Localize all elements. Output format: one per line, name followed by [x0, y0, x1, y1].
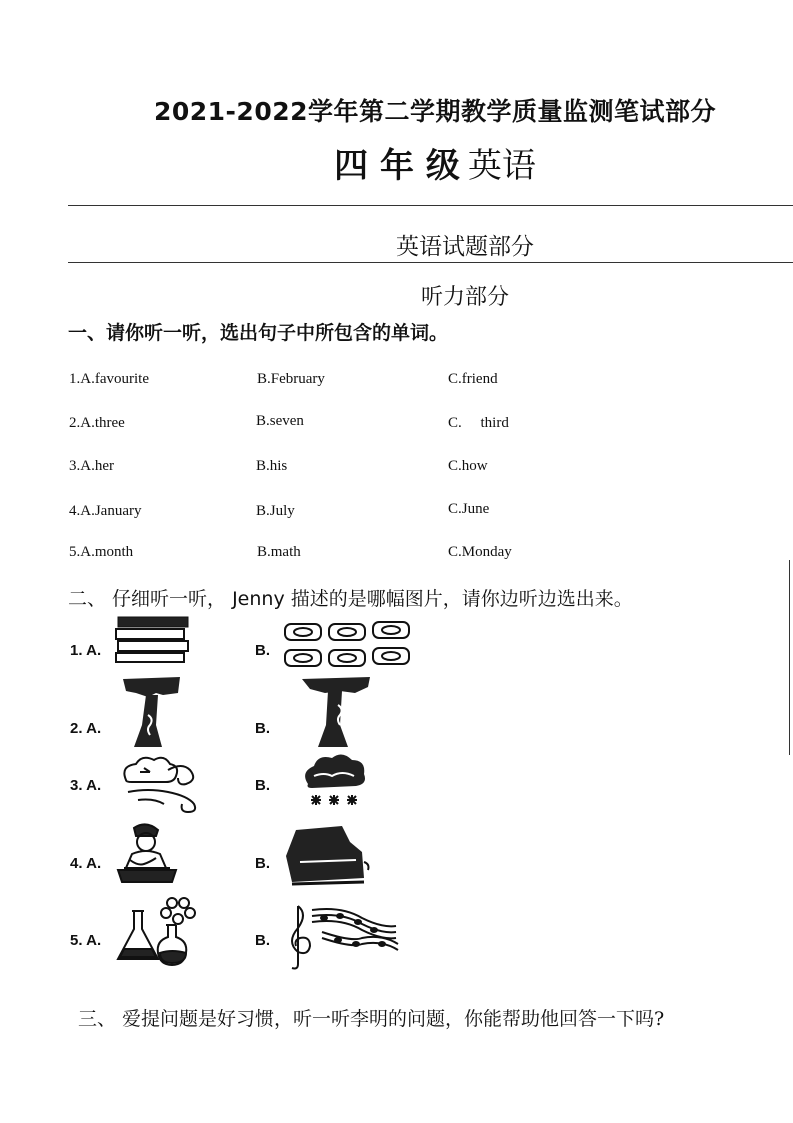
boy-reading-icon [110, 820, 185, 888]
option-1c: C.friend [448, 371, 498, 387]
exam-title: 2021-2022学年第二学期教学质量监测笔试部分 [153, 97, 717, 126]
tree-icon [118, 675, 188, 750]
option-4b: B.July [256, 503, 295, 519]
music-notes-icon [282, 900, 402, 968]
science-flasks-icon [112, 895, 202, 967]
option-2b: B.seven [256, 413, 304, 429]
item5-b-label: B. [255, 932, 270, 949]
option-2c: C. third [448, 415, 509, 431]
item5-a-label: 5. A. [70, 932, 102, 949]
tree-icon [300, 675, 375, 750]
books-icon [112, 613, 192, 665]
option-3b: B.his [256, 458, 288, 474]
part3-heading: 三、 爱提问题是好习惯，听一听李明的问题，你能帮助他回答一下吗? [78, 1008, 665, 1030]
item3-b-label: B. [255, 777, 270, 794]
option-1b: B.February [257, 371, 325, 387]
option-5c: C.Monday [448, 544, 512, 560]
grade-subject [0, 138, 793, 187]
pencil-cases-icon [282, 618, 414, 670]
option-5a: 5.A.month [69, 544, 134, 560]
divider-bottom [68, 262, 793, 263]
option-2a: 2.A.three [69, 415, 125, 431]
item4-a-label: 4. A. [70, 855, 102, 872]
option-3a: 3.A.her [69, 458, 114, 474]
section-title: 英语试题部分 [396, 234, 534, 260]
item3-a-label: 3. A. [70, 777, 102, 794]
item1-b-label: B. [255, 642, 270, 659]
part1-heading: 一、请你听一听，选出句子中所包含的单词。 [68, 322, 449, 344]
item2-b-label: B. [255, 720, 270, 737]
listening-title: 听力部分 [420, 285, 509, 310]
item4-b-label: B. [255, 855, 270, 872]
grade-label: 四 年 级 [334, 146, 460, 186]
snowy-icon [300, 752, 370, 814]
part2-heading: 二、 仔细听一听， Jenny 描述的是哪幅图片，请你边听边选出来。 [68, 588, 633, 610]
margin-line [789, 560, 790, 755]
option-3c: C.how [448, 458, 488, 474]
option-4a: 4.A.January [69, 503, 142, 519]
divider-top [68, 205, 793, 206]
item2-a-label: 2. A. [70, 720, 102, 737]
piano-icon [280, 822, 380, 888]
item1-a-label: 1. A. [70, 642, 102, 659]
windy-icon [118, 752, 203, 814]
option-5b: B.math [257, 544, 301, 560]
option-1a: 1.A.favourite [69, 371, 149, 387]
option-4c: C.June [448, 501, 490, 517]
subject-label: 英语 [467, 146, 536, 186]
